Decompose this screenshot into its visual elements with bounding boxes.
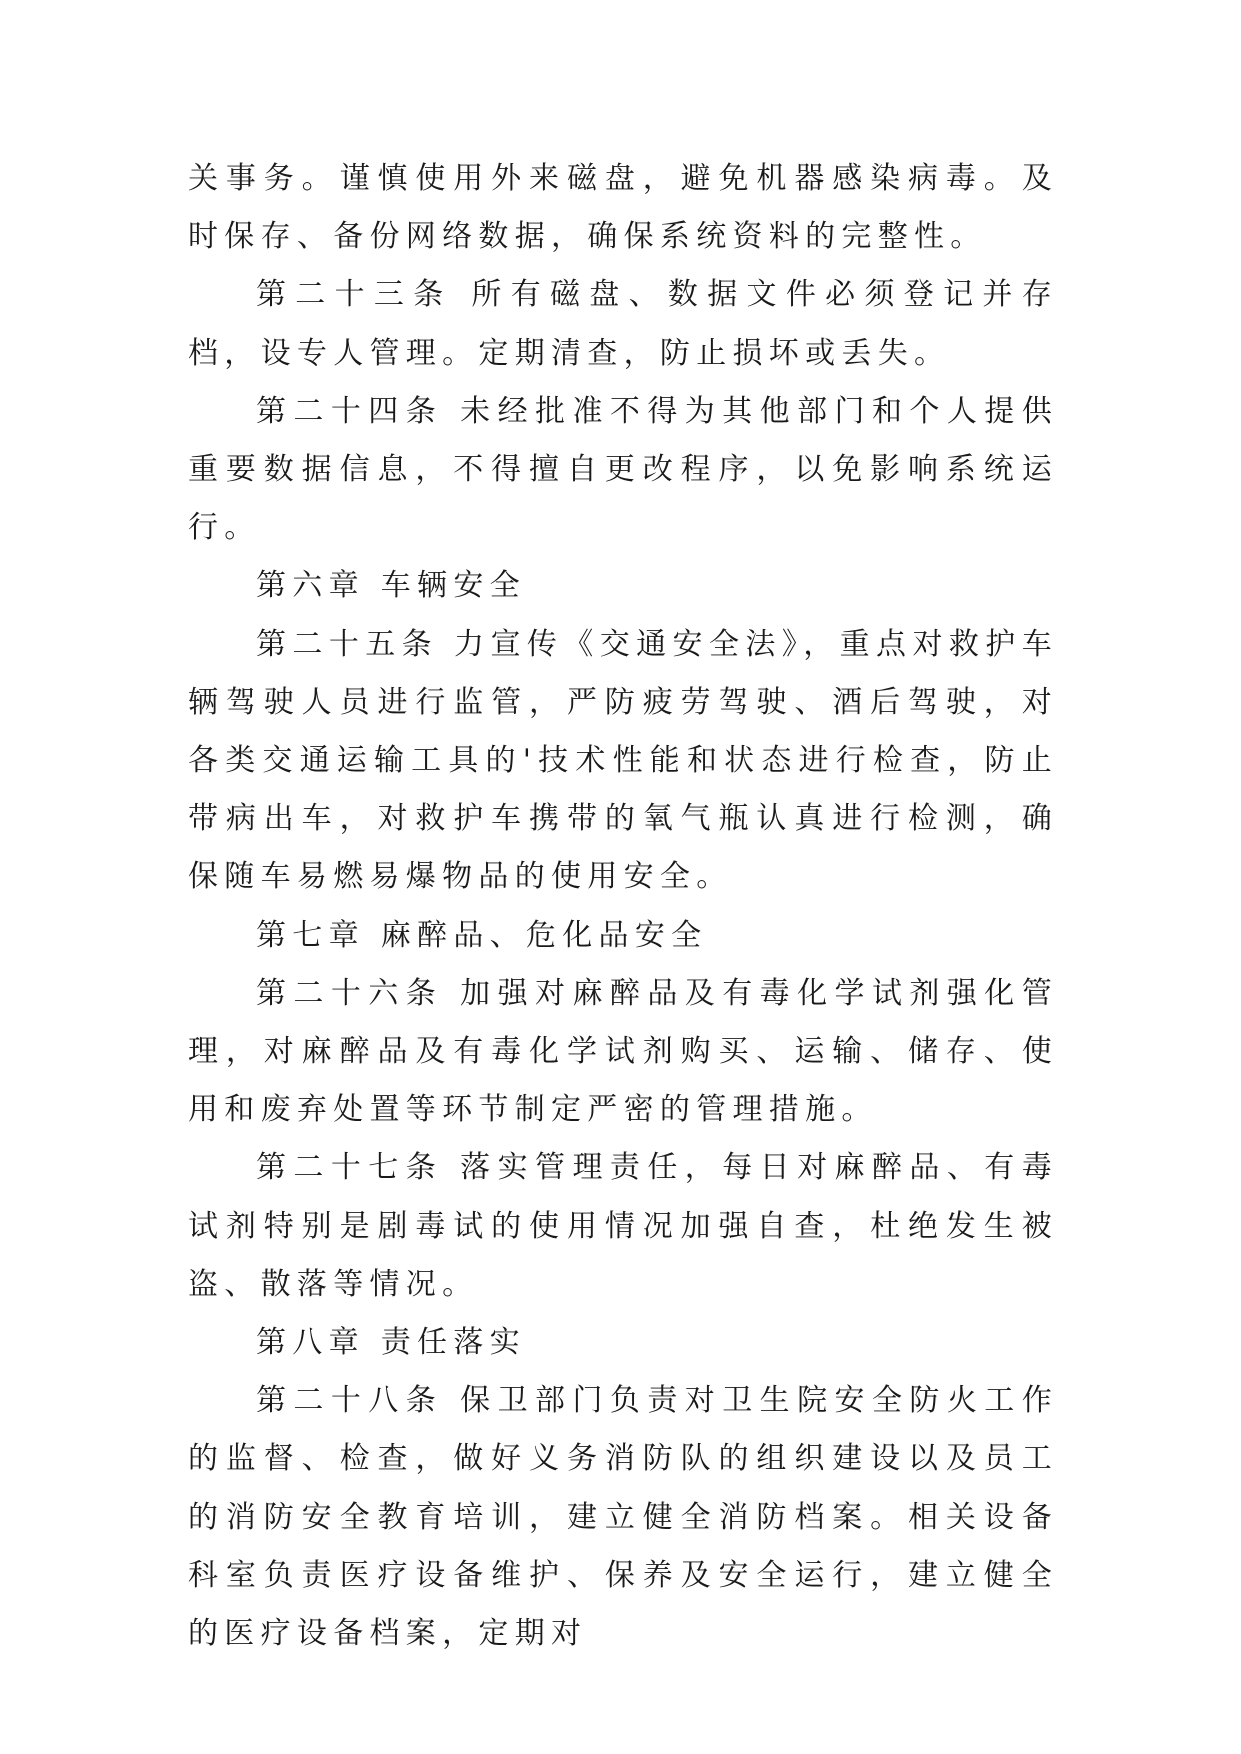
article-24: 第二十四条 未经批准不得为其他部门和个人提供重要数据信息，不得擅自更改程序，以免影响系统运行。 <box>188 393 1058 546</box>
document-body <box>188 150 1058 1663</box>
paragraph-continuation: 关事务。谨慎使用外来磁盘，避免机器感染病毒。及时保存、备份网络数据，确保系统资料的完整性。 <box>188 161 1058 255</box>
chapter-6-heading: 第六章 车辆安全 <box>256 568 526 604</box>
article-27: 第二十七条 落实管理责任，每日对麻醉品、有毒试剂特别是剧毒试的使用情况加强自查，杜绝发生被盗、散落等情况。 <box>188 1150 1058 1302</box>
article-26: 第二十六条 加强对麻醉品及有毒化学试剂强化管理，对麻醉品及有毒化学试剂购买、运输、储存、使用和废弃处置等环节制定严密的管理措施。 <box>188 975 1058 1128</box>
chapter-7-heading: 第七章 麻醉品、危化品安全 <box>256 917 708 953</box>
article-23: 第二十三条 所有磁盘、数据文件必须登记并存档，设专人管理。定期清查，防止损坏或丢失。 <box>188 277 1058 371</box>
article-25: 第二十五条 力宣传《交通安全法》，重点对救护车辆驾驶人员进行监管，严防疲劳驾驶、酒后驾驶，对各类交通运输工具的'技术性能和状态进行检查，防止带病出车，对救护车携带的氧气瓶认真进行检测，确保随车易燃易爆物品的使用安全。 <box>188 626 1058 895</box>
chapter-8-heading: 第八章 责任落实 <box>256 1325 526 1361</box>
article-28: 第二十八条 保卫部门负责对卫生院安全防火工作的监督、检查，做好义务消防队的组织建设以及员工的消防安全教育培训，建立健全消防档案。相关设备科室负责医疗设备维护、保养及安全运行，建立健全的医疗设备档案，定期对 <box>188 1383 1058 1652</box>
